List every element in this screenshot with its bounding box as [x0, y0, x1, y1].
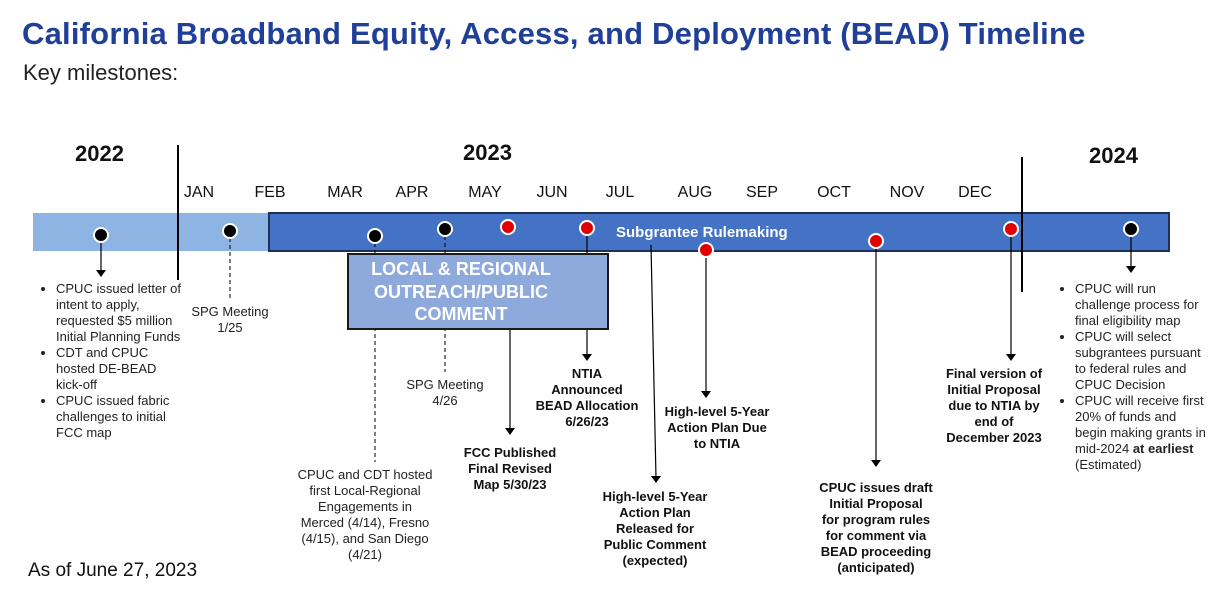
milestone-dot-spg-jan — [223, 224, 237, 238]
text-line: December 2023 — [946, 430, 1042, 445]
text-line: High-level 5-Year — [602, 489, 708, 504]
outreach-line: COMMENT — [414, 304, 508, 324]
text-line: (anticipated) — [837, 560, 915, 575]
text-line: Announced — [551, 382, 623, 397]
text-line: High-level 5-Year — [664, 404, 770, 419]
month-label: FEB — [254, 184, 286, 201]
arrow-final-proposal — [1006, 354, 1016, 361]
local-engagements-text — [284, 467, 446, 563]
text-line: Merced (4/14), Fresno — [300, 515, 430, 530]
outreach-line: OUTREACH/PUBLIC — [374, 281, 548, 302]
year-2023: 2023 — [463, 140, 512, 165]
text-line: FCC Published — [463, 445, 557, 460]
as-of-date: As of June 27, 2023 — [28, 560, 198, 581]
list-item: • CPUC issued fabric challenges to initial FCC map — [56, 393, 184, 441]
milestone-dot-action-plan-due — [699, 243, 713, 257]
month-label: MAR — [327, 184, 363, 201]
arrow-2022 — [96, 270, 106, 277]
milestone-dot-final-proposal — [1004, 222, 1018, 236]
text-line: 4/26 — [432, 393, 458, 408]
milestone-dot-ntia-alloc — [580, 221, 594, 235]
spg-meeting-apr — [385, 377, 505, 409]
text-line: Final version of — [945, 366, 1043, 381]
action-plan-release-text — [586, 489, 724, 569]
text-line: Initial Proposal — [947, 382, 1041, 397]
milestone-dot-draft-proposal — [869, 234, 883, 248]
text-line: NTIA — [571, 366, 603, 381]
text-line: Engagements in — [318, 499, 412, 514]
text-line: Public Comment — [603, 537, 707, 552]
page-title: California Broadband Equity, Access, and Deployment (BEAD) Timeline — [22, 16, 1086, 51]
final-proposal-text — [930, 366, 1058, 446]
list-item-emphasis: at earliest — [1132, 441, 1194, 456]
month-label: JUL — [605, 184, 635, 201]
month-label: DEC — [958, 184, 992, 201]
page-subtitle: Key milestones: — [23, 60, 179, 85]
year-2024: 2024 — [1089, 143, 1138, 168]
month-label: JUN — [536, 184, 568, 201]
month-label: OCT — [817, 184, 851, 201]
text-line: for comment via — [825, 528, 927, 543]
text-line: to NTIA — [693, 436, 741, 451]
milestone-dot-local-engagements — [368, 229, 382, 243]
arrow-draft-proposal — [871, 460, 881, 467]
milestone-dot-fcc-map — [501, 220, 515, 234]
text-line: (4/15), and San Diego — [301, 531, 429, 546]
text-line: first Local-Regional — [309, 483, 421, 498]
draft-proposal-text — [806, 480, 946, 576]
milestones-2022 — [34, 281, 184, 441]
milestone-dot-spg-apr — [438, 222, 452, 236]
subgrantee-rulemaking-label: Subgrantee Rulemaking — [616, 224, 788, 241]
month-label: NOV — [889, 184, 925, 201]
text-line: CPUC and CDT hosted — [297, 467, 433, 482]
arrow-ntia-alloc — [582, 354, 592, 361]
list-item: • CPUC issued letter of intent to apply, requested $5 million Initial Planning Funds — [56, 281, 184, 345]
arrow-action-plan-release — [651, 476, 661, 483]
outreach-line: LOCAL & REGIONAL — [371, 259, 551, 279]
text-line: Action Plan Due — [667, 420, 767, 435]
list-item: • CDT and CPUC hosted DE-BEAD kick-off — [56, 345, 184, 393]
text-line: SPG Meeting — [191, 304, 269, 319]
text-line: (4/21) — [348, 547, 382, 562]
text-line: 1/25 — [217, 320, 243, 335]
month-label: APR — [395, 184, 429, 201]
action-plan-due-text — [648, 404, 786, 452]
text-line: (expected) — [622, 553, 688, 568]
list-item: • CPUC will select subgrantees pursuant to federal rules and CPUC Decision — [1075, 329, 1208, 393]
text-line: Final Revised — [468, 461, 552, 476]
text-line: Released for — [615, 521, 695, 536]
text-line: CPUC issues draft — [819, 480, 933, 495]
month-label: MAY — [468, 184, 502, 201]
month-label: AUG — [677, 184, 713, 201]
text-line: Action Plan — [619, 505, 691, 520]
year-2022: 2022 — [75, 141, 124, 166]
month-label: SEP — [745, 184, 778, 201]
arrow-2024 — [1126, 266, 1136, 273]
fcc-map-text — [450, 445, 570, 493]
text-line: SPG Meeting — [406, 377, 484, 392]
list-item-text: (Estimated) — [1075, 457, 1142, 472]
ntia-allocation-text — [522, 366, 652, 430]
arrow-action-plan-due — [701, 391, 711, 398]
milestone-dot-2022 — [94, 228, 108, 242]
spg-meeting-jan — [170, 304, 290, 336]
list-item: • CPUC will run challenge process for final eligibility map — [1075, 281, 1208, 329]
milestone-dot-2024 — [1124, 222, 1138, 236]
list-item — [1075, 393, 1208, 473]
text-line: BEAD Allocation — [535, 398, 639, 413]
outreach-box — [347, 253, 609, 330]
text-line: 6/26/23 — [565, 414, 609, 429]
text-line: Map 5/30/23 — [473, 477, 547, 492]
milestones-2024 — [1053, 281, 1208, 473]
arrow-fcc-map — [505, 428, 515, 435]
text-line: BEAD proceeding — [820, 544, 932, 559]
month-label: JAN — [183, 184, 215, 201]
text-line: end of — [974, 414, 1014, 429]
text-line: for program rules — [821, 512, 931, 527]
text-line: Initial Proposal — [829, 496, 923, 511]
text-line: due to NTIA by — [948, 398, 1040, 413]
list-item-text: CPUC will receive first 20% of funds and begin making grants in mid-2024 — [1075, 393, 1206, 456]
